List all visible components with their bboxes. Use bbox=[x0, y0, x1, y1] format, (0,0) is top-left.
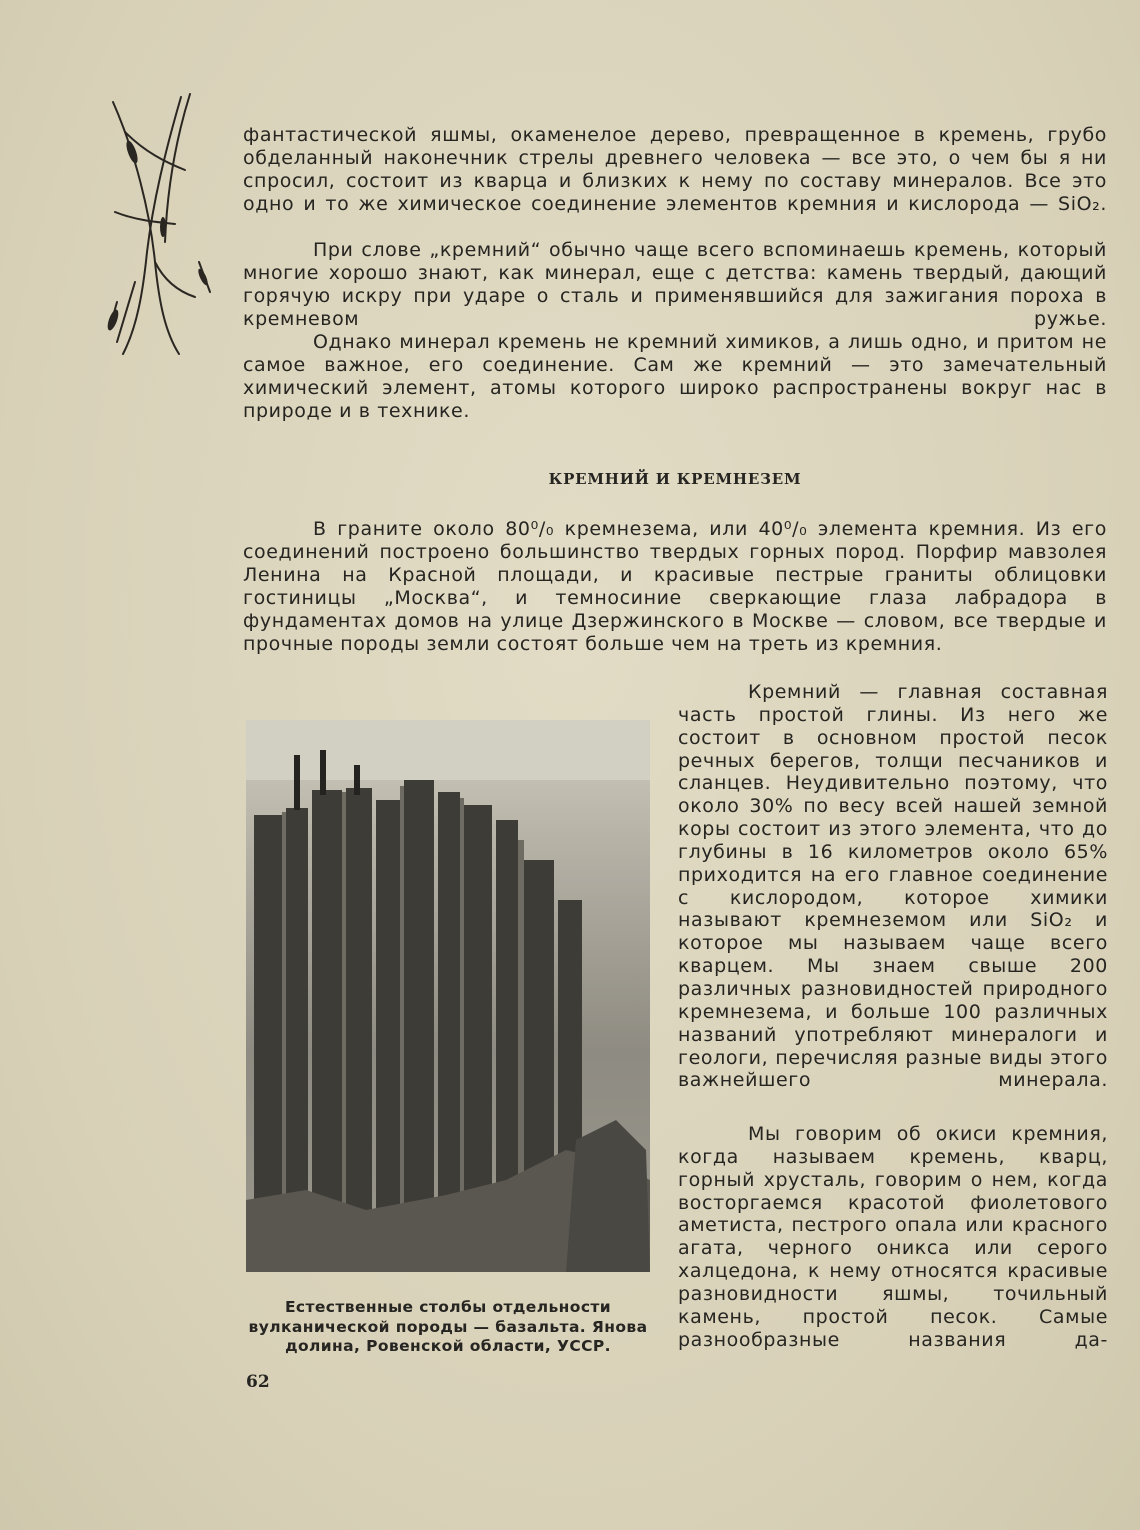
plant-sketch-illustration bbox=[95, 92, 220, 362]
flint-paragraph: При слове „кремний“ обычно чаще всего вспоминаешь кремень, который многие хорошо знают, как минерал, еще с детства: камень твердый, дающий горячую искру при ударе о сталь и применявшийся для зажигания пороха в кремневом ружье. bbox=[243, 239, 1107, 330]
however-paragraph: Однако минерал кремень не кремний химиков, а лишь одно, и притом не самое важное, его соединение. Сам же кремний — это замечательный химический элемент, атомы которого широко распространены вокруг нас в природе и в технике. bbox=[243, 331, 1107, 422]
basalt-columns-photo bbox=[246, 720, 650, 1272]
clay-paragraph: Кремний — главная составная часть простой глины. Из него же состоит в основном простой песок речных берегов, толщи песчаников и сланцев. Неудивительно поэтому, что около 30% по весу всей нашей земной коры состоит из этого элемента, что до глубины в 16 километров около 65% приходится на его главное соединение с кислородом, которое химики называют кремнеземом или SiO₂ и которое мы называем чаще всего кварцем. Мы знаем свыше 200 различных разновидностей природного кремнезема, и больше 100 различных названий употребляют минералоги и геологи, перечисляя разные виды этого важнейшего минерала. bbox=[678, 681, 1108, 1092]
page-number: 62 bbox=[246, 1372, 270, 1392]
photo-caption: Естественные столбы отдельности вулканической породы — базальта. Янова долина, Ровенской области, УССР. bbox=[248, 1298, 648, 1355]
section-heading: КРЕМНИЙ И КРЕМНЕЗЕМ bbox=[548, 470, 802, 488]
intro-paragraph: фантастической яшмы, окаменелое дерево, превращенное в кремень, грубо обделанный наконечник стрелы древнего человека — все это, о чем бы я ни спросил, состоит из кварца и близких к нему по составу минералов. Все это одно и то же химическое соединение элементов кремния и кислорода — SiO₂. bbox=[243, 124, 1107, 215]
granite-paragraph: В граните около 80⁰/₀ кремнезема, или 40⁰/₀ элемента кремния. Из его соединений построено большинство твердых горных пород. Порфир мавзолея Ленина на Красной площади, и красивые пестрые граниты облицовки гостиницы „Москва“, и темносиние сверкающие глаза лабрадора в фундаментах домов на улице Дзержинского в Москве — словом, все твердые и прочные породы земли состоят больше чем на треть из кремния. bbox=[243, 518, 1107, 655]
oxide-paragraph: Мы говорим об окиси кремния, когда называем кремень, кварц, горный хрусталь, говорим о нем, когда восторгаемся красотой фиолетового аметиста, пестрого опала или красного агата, черного оникса или серого халцедона, к нему относятся красивые разновидности яшмы, точильный камень, простой песок. Самые разнообразные названия да- bbox=[678, 1123, 1108, 1351]
